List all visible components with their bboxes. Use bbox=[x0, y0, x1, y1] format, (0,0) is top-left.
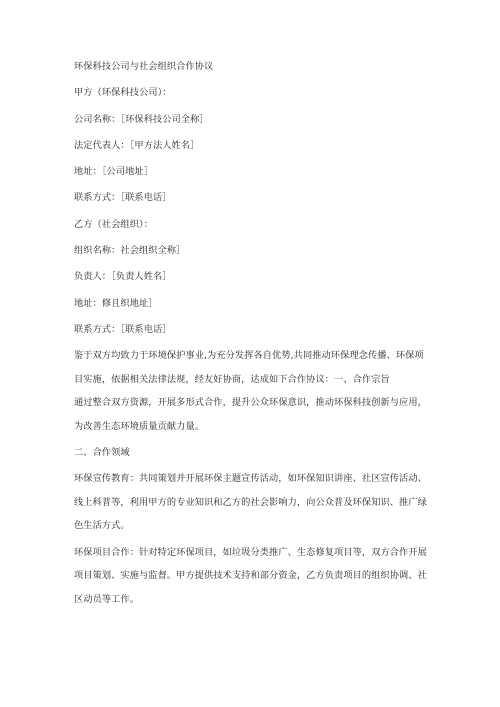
education-line: 线上科普等，利用甲方的专业知识和乙方的社会影响力，向公众普及环保知识、推广绿 bbox=[74, 496, 427, 508]
preamble-line: 目实施，依据相关法律法规，经友好协商，达成如下合作协议：一、合作宗旨 bbox=[74, 373, 390, 385]
preamble-line: 鉴于双方均致力于环境保护事业,为充分发挥各自优势,共同推动环保理念传播、环保项 bbox=[74, 350, 424, 362]
party-a-heading: 甲方（环保科技公司）： bbox=[74, 87, 172, 99]
party-a-legal-rep: 法定代表人：［甲方法人姓名］ bbox=[74, 139, 200, 151]
education-paragraph bbox=[74, 472, 436, 532]
project-line: 项目策划、实施与监督。甲方提供技术支持和部分资金，乙方负责项目的组织协调、社 bbox=[74, 570, 427, 582]
project-paragraph bbox=[74, 546, 436, 606]
section-two-heading: 二、合作领域 bbox=[74, 447, 130, 459]
preamble-paragraph bbox=[74, 349, 436, 433]
education-line: 环保宣传教育：共同策划并开展环保主题宣传活动，如环保知识讲座、社区宣传活动、 bbox=[74, 473, 427, 485]
party-b-contact: 联系方式：［联系电话］ bbox=[74, 323, 172, 335]
party-b-address: 地址：修且织地址］ bbox=[74, 297, 158, 309]
party-a-address: 地址：［公司地址］ bbox=[74, 166, 153, 178]
education-line: 色生活方式。 bbox=[74, 520, 130, 532]
document-title: 环保科技公司与社会组织合作协议 bbox=[74, 61, 214, 72]
party-a-company-name: 公司名称：［环保科技公司全称］ bbox=[74, 113, 209, 125]
preamble-line: 为改善生态环境质量贡献力量。 bbox=[74, 420, 205, 432]
party-a-contact: 联系方式：［联系电话］ bbox=[74, 192, 172, 204]
preamble-line: 通过整合双方资源，开展多形式合作，提升公众环保意识，推动环保科技创新与应用， bbox=[74, 397, 427, 409]
project-line: 区动员等工作。 bbox=[74, 593, 140, 605]
project-line: 环保项目合作：针对特定环保项目，如垃圾分类推广、生态修复项目等，双方合作开展 bbox=[74, 546, 427, 558]
party-b-heading: 乙方（社会组织）： bbox=[74, 218, 153, 230]
party-b-org-name: 组织名称：社会组织全称］ bbox=[74, 245, 186, 257]
party-b-person-in-charge: 负责人：［负责人姓名］ bbox=[74, 271, 172, 283]
agreement-document bbox=[74, 60, 436, 619]
